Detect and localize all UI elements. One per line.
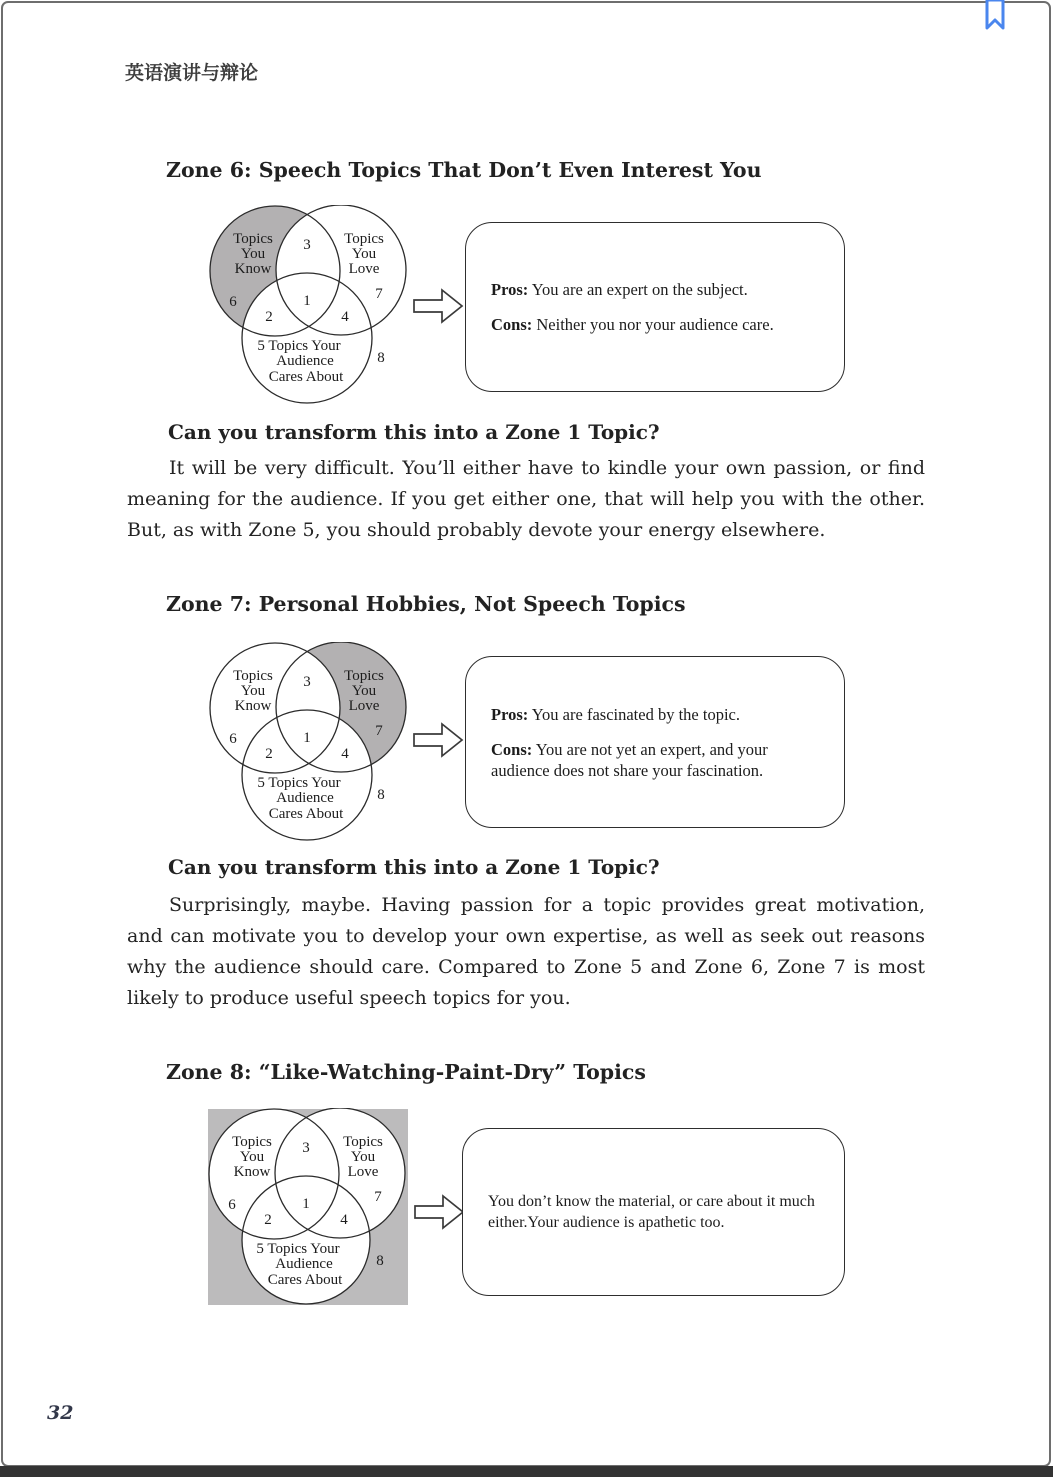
region-4: 4 <box>340 1212 348 1228</box>
pros-text: You are fascinated by the topic. <box>528 704 740 724</box>
cons-text: Neither you nor your audience care. <box>532 315 774 334</box>
svg-text:You: You <box>240 683 266 699</box>
svg-text:Cares About: Cares About <box>267 1272 343 1288</box>
circle-know-label: Topics <box>232 1134 272 1150</box>
region-3: 3 <box>302 1140 310 1156</box>
cons-text: You are not yet an expert, and your audience does not share your fascination. <box>491 739 768 780</box>
zone7-callout <box>465 656 845 828</box>
svg-text:Love: Love <box>347 1164 379 1180</box>
zone6-question-heading: Can you transform this into a Zone 1 Topic? <box>168 420 660 444</box>
region-8: 8 <box>377 350 385 366</box>
cons-label: Cons: <box>491 739 533 759</box>
pros-label: Pros: <box>491 280 529 299</box>
pros-label: Pros: <box>491 704 529 724</box>
arrow-icon <box>412 721 464 759</box>
circle-audience-label: 5 Topics Your <box>256 1241 340 1257</box>
svg-text:You: You <box>350 1149 376 1165</box>
circle-love-label: Topics <box>343 1134 383 1150</box>
svg-text:Cares About: Cares About <box>268 369 344 385</box>
region-6: 6 <box>229 731 237 747</box>
zone6-title: Zone 6: Speech Topics That Don’t Even Interest You <box>166 158 762 182</box>
zone6-callout <box>465 222 845 392</box>
svg-text:Cares About: Cares About <box>268 806 344 822</box>
svg-text:Know: Know <box>234 698 272 714</box>
region-1: 1 <box>302 1196 310 1212</box>
zone7-answer-paragraph: Surprisingly, maybe. Having passion for a topic provides great motivation, and can motivate you to develop your own expertise, as well as seek out reasons why the audience should care. Compared to Zone 5 and Zone 6, Zone 7 is most likely to produce useful speech topics for you. <box>127 894 925 1009</box>
svg-text:You: You <box>351 683 377 699</box>
region-1: 1 <box>303 293 311 309</box>
zone8-callout <box>462 1128 845 1296</box>
region-8: 8 <box>377 787 385 803</box>
svg-text:Know: Know <box>233 1164 271 1180</box>
circle-audience-label: 5 Topics Your <box>257 338 341 354</box>
bookmark-icon[interactable] <box>983 0 1007 31</box>
circle-love-label: Topics <box>344 668 384 684</box>
zone6-answer-paragraph: It will be very difficult. You’ll either have to kindle your own passion, or find meaning for the audience. If you get either one, that will help you with the other. But, as with Zone 5, you should probably devote your energy elsewhere. <box>127 457 925 541</box>
circle-know-label: Topics <box>233 668 273 684</box>
venn-diagram-zone8 <box>208 1108 408 1308</box>
region-4: 4 <box>341 309 349 325</box>
circle-audience-label: 5 Topics Your <box>257 775 341 791</box>
region-4: 4 <box>341 746 349 762</box>
svg-text:You: You <box>240 246 266 262</box>
region-7: 7 <box>375 286 383 302</box>
svg-text:You: You <box>239 1149 265 1165</box>
region-6: 6 <box>229 294 237 310</box>
zone7-title: Zone 7: Personal Hobbies, Not Speech Topics <box>166 592 686 616</box>
region-7: 7 <box>374 1189 382 1205</box>
venn-diagram-zone6 <box>209 205 409 405</box>
region-2: 2 <box>265 309 273 325</box>
book-header: 英语演讲与辩论 <box>125 62 259 84</box>
region-6: 6 <box>228 1197 236 1213</box>
arrow-icon <box>413 1193 465 1231</box>
region-3: 3 <box>303 237 311 253</box>
pros-text: You are an expert on the subject. <box>528 280 748 299</box>
cons-label: Cons: <box>491 315 533 334</box>
region-1: 1 <box>303 730 311 746</box>
svg-text:Audience: Audience <box>276 353 334 369</box>
region-2: 2 <box>264 1212 272 1228</box>
region-2: 2 <box>265 746 273 762</box>
zone7-question-heading: Can you transform this into a Zone 1 Topic? <box>168 855 660 879</box>
region-3: 3 <box>303 674 311 690</box>
svg-text:You: You <box>351 246 377 262</box>
page-number: 32 <box>47 1402 74 1424</box>
arrow-icon <box>412 287 464 325</box>
region-8: 8 <box>376 1253 384 1269</box>
venn-diagram-zone7 <box>209 642 409 842</box>
zone8-callout-text: You don’t know the material, or care about it much either.Your audience is apathetic too. <box>488 1193 815 1231</box>
region-7: 7 <box>375 723 383 739</box>
zone8-title: Zone 8: “Like-Watching-Paint-Dry” Topics <box>166 1060 646 1084</box>
svg-text:Audience: Audience <box>276 790 334 806</box>
svg-text:Love: Love <box>348 261 380 277</box>
page-bottom-edge <box>0 1466 1053 1477</box>
svg-text:Audience: Audience <box>275 1256 333 1272</box>
circle-know-label: Topics <box>233 231 273 247</box>
svg-text:Love: Love <box>348 698 380 714</box>
circle-love-label: Topics <box>344 231 384 247</box>
svg-text:Know: Know <box>234 261 272 277</box>
